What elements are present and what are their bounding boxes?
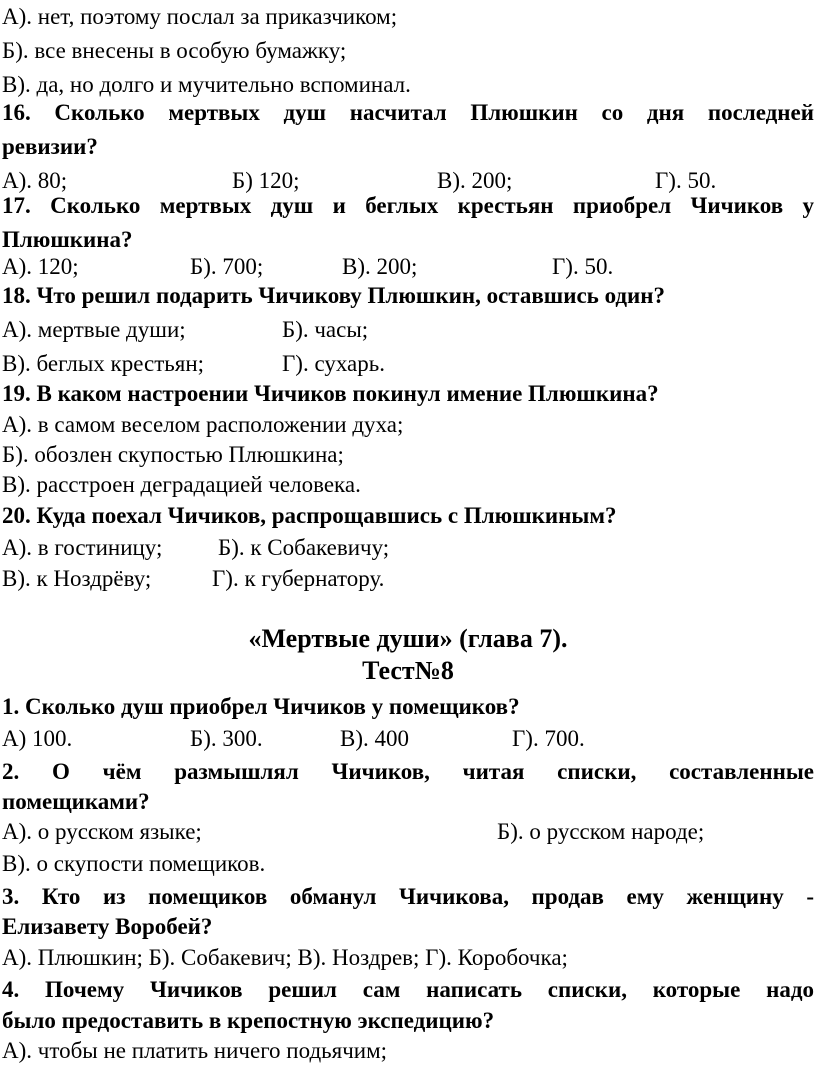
answer-line: Б). все внесены в особую бумажку;: [2, 38, 347, 63]
question-20-options: [2, 562, 814, 596]
option: Б). 300.: [190, 726, 263, 751]
option: А). в гостиницу;: [2, 535, 163, 560]
option: В). 200;: [437, 168, 513, 193]
option: Б). к Собакевичу;: [218, 535, 390, 560]
test-question-2: 2. О чём размышлял Чичиков, читая списки, составленные: [2, 759, 814, 784]
option: А). 80;: [2, 168, 68, 193]
test-question-1: 1. Сколько душ приобрел Чичиков у помещиков?: [2, 694, 520, 719]
option: А). о русском языке;: [2, 819, 202, 844]
test-question-2-cont: помещиками?: [2, 789, 150, 814]
question-18-options: [2, 347, 814, 381]
question-16: 16. Сколько мертвых душ насчитал Плюшкин со дня последней: [2, 100, 814, 125]
option: Г). 50.: [552, 254, 614, 279]
option: Г). к губернатору.: [212, 566, 385, 591]
option: В). 400: [340, 726, 409, 751]
option: А). чтобы не платить ничего подьячим;: [2, 1038, 388, 1063]
option: Г). 50.: [655, 168, 717, 193]
option: В). к Ноздрёву;: [2, 566, 152, 591]
test-question-4: 4. Почему Чичиков решил сам написать списки, которые надо: [2, 977, 814, 1002]
option: А). 120;: [2, 254, 79, 279]
option: Г). 700.: [512, 726, 585, 751]
option: Б). о русском народе;: [497, 819, 705, 844]
option: Б). обозлен скупостью Плюшкина;: [2, 442, 344, 467]
question-20: 20. Куда поехал Чичиков, распрощавшись с Плюшкиным?: [2, 503, 617, 528]
test-question-1-options: [2, 722, 814, 756]
option: А) 100.: [2, 726, 73, 751]
test-question-4-cont: было предоставить в крепостную экспедицию?: [2, 1008, 495, 1033]
option: В). беглых крестьян;: [2, 351, 205, 376]
test-question-2-options: [2, 815, 814, 849]
question-16-cont: ревизии?: [2, 134, 98, 159]
option: А). в самом веселом расположении духа;: [2, 412, 404, 437]
option: В). расстроен деградацией человека.: [2, 472, 361, 497]
option: Б). 700;: [190, 254, 264, 279]
question-18: 18. Что решил подарить Чичикову Плюшкин, оставшись один?: [2, 283, 666, 308]
question-17-cont: Плюшкина?: [2, 227, 133, 252]
question-17: 17. Сколько мертвых душ и беглых крестьян приобрел Чичиков у: [2, 193, 814, 218]
question-20-options: [2, 531, 814, 565]
test-question-3: 3. Кто из помещиков обманул Чичикова, продав ему женщину -: [2, 884, 814, 909]
test-title: Тест№8: [362, 656, 454, 685]
option: А). мертвые души;: [2, 317, 186, 342]
option: Б) 120;: [232, 168, 300, 193]
question-18-options: [2, 313, 814, 347]
option: Г). сухарь.: [282, 351, 386, 376]
section-title: «Мертвые души» (глава 7).: [248, 624, 568, 653]
answer-line: А). нет, поэтому послал за приказчиком;: [2, 4, 398, 29]
question-19: 19. В каком настроении Чичиков покинул имение Плюшкина?: [2, 381, 659, 406]
option: В). о скупости помещиков.: [2, 851, 266, 876]
answer-line: В). да, но долго и мучительно вспоминал.: [2, 72, 411, 97]
option: В). 200;: [342, 254, 418, 279]
option: Б). часы;: [282, 317, 369, 342]
test-question-3-options: А). Плюшкин; Б). Собакевич; В). Ноздрев; Г). Коробочка;: [2, 945, 568, 970]
test-question-3-cont: Елизавету Воробей?: [2, 914, 213, 939]
